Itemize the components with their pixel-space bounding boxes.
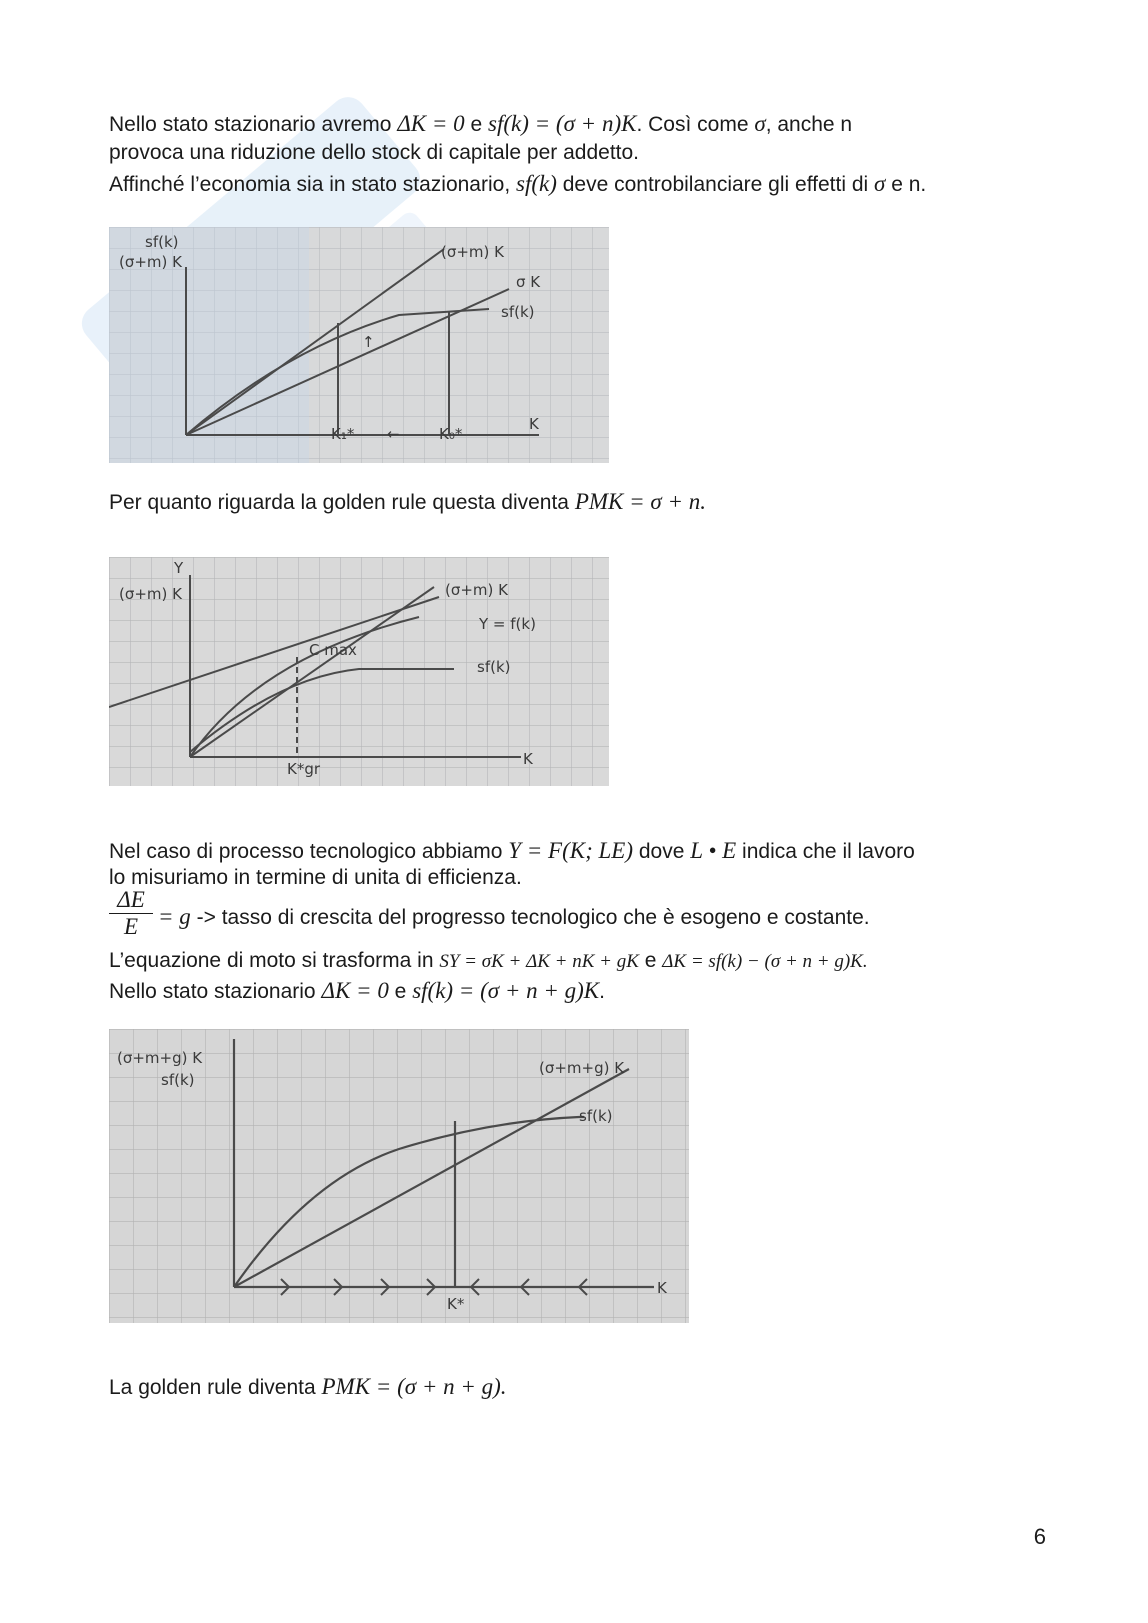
tick-k-star: K*: [447, 1295, 465, 1313]
y-label-sigma-m: (σ+m) K: [119, 585, 182, 603]
math-delta-k: ΔK = sf(k) − (σ + n + g)K.: [662, 951, 868, 972]
label-sigma-k: σ K: [516, 273, 541, 291]
label-c-max: C max: [309, 641, 357, 659]
label-sigma-m-k: (σ+m) K: [445, 581, 508, 599]
arrow-left: ←: [387, 425, 400, 443]
y-label-sigma-m-g: (σ+m+g) K: [117, 1049, 203, 1067]
math-golden-rule-1: PMK = σ + n.: [574, 489, 707, 514]
para1-line1: Nello stato stazionario avremo ΔK = 0 e sf(k) = (σ + n)K. Così come σ, anche n: [109, 111, 853, 136]
y-label-y: Y: [174, 559, 184, 577]
math-delta-k-zero: ΔK = 0: [397, 111, 465, 136]
para1-line3: Affinché l’economia sia in stato stazionario, sf(k) deve controbilanciare gli effetti di σ e n.: [109, 171, 927, 196]
para4: La golden rule diventa PMK = (σ + n + g).: [109, 1374, 507, 1399]
y-label-sigma-m: (σ+m) K: [119, 253, 182, 271]
y-label-sf: sf(k): [145, 233, 179, 251]
label-sf-k: sf(k): [477, 658, 511, 676]
math-golden-rule-2: PMK = (σ + n + g).: [321, 1374, 507, 1399]
label-sf-k: sf(k): [579, 1107, 613, 1125]
tick-k1: K₁*: [331, 425, 355, 443]
label-sigma-m-g-k: (σ+m+g) K: [539, 1059, 625, 1077]
label-sf-k: sf(k): [501, 303, 535, 321]
math-steady-state: sf(k) = (σ + n)K: [488, 111, 637, 136]
y-label-sf: sf(k): [161, 1071, 195, 1089]
figure-2-golden-rule: [109, 557, 609, 786]
x-label-k: K: [529, 415, 539, 433]
para2: Per quanto riguarda la golden rule questa diventa PMK = σ + n.: [109, 489, 707, 514]
page-number: 6: [1033, 1524, 1046, 1549]
para1-line2: provoca una riduzione dello stock di capitale per addetto.: [109, 141, 640, 164]
label-sigma-m-k: (σ+m) K: [441, 243, 504, 261]
tick-kgr: K*gr: [287, 760, 321, 778]
arrow-up: ↑: [362, 333, 375, 351]
tick-k0: K₀*: [439, 425, 463, 443]
para3-line1: Nel caso di processo tecnologico abbiamo Y = F(K; LE) dove L • E indica che il lavoro: [109, 838, 915, 863]
para3-line2: lo misuriamo in termine di unita di efficienza.: [109, 866, 522, 889]
figure-1-solow-steady-state: [109, 227, 609, 463]
para3-line5: Nello stato stazionario ΔK = 0 e sf(k) = (σ + n + g)K.: [109, 978, 605, 1003]
x-label-k: K: [523, 750, 533, 768]
x-label-k: K: [657, 1279, 667, 1297]
math-motion-equation: SY = σK + ΔK + nK + gK: [439, 951, 639, 972]
para3-line3: = g -> tasso di crescita del progresso tecnologico che è esogeno e costante.: [158, 904, 870, 929]
math-production-function: Y = F(K; LE): [508, 838, 634, 863]
label-y-f-k: Y = f(k): [479, 615, 536, 633]
para3-line4: L’equazione di moto si trasforma in SY = σK + ΔK + nK + gK e ΔK = sf(k) − (σ + n + g)K.: [109, 949, 868, 972]
fraction-delta-e-over-e: $\frac{\Delta E}{E}$: [109, 887, 153, 940]
figure-3-tech-progress: [109, 1029, 689, 1323]
